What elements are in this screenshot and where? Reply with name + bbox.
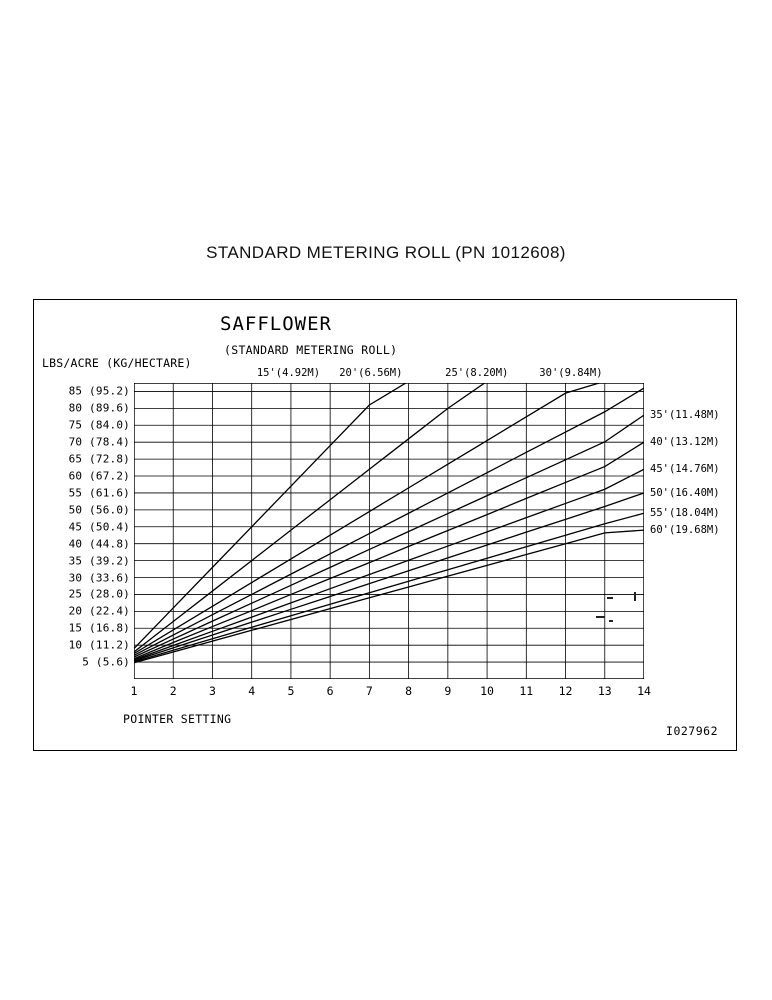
x-tick-label: 12 — [558, 684, 573, 698]
x-tick-label: 6 — [326, 684, 334, 698]
y-tick-label: 5 (5.6) — [82, 655, 130, 669]
x-tick-label: 1 — [130, 684, 138, 698]
curve-lines — [134, 383, 644, 679]
x-tick-label: 9 — [444, 684, 452, 698]
curve-451476M — [134, 469, 644, 659]
y-tick-label: 20 (22.4) — [68, 604, 130, 618]
top-curve-label: 20'(6.56M) — [339, 367, 403, 379]
drawing-number: I027962 — [666, 724, 718, 738]
y-tick-label: 70 (78.4) — [68, 435, 130, 449]
y-tick-label: 30 (33.6) — [68, 571, 130, 584]
x-tick-label: 5 — [287, 684, 295, 698]
y-axis-tick-labels — [42, 383, 132, 679]
x-tick-label: 14 — [637, 684, 651, 698]
y-tick-label: 40 (44.8) — [68, 537, 130, 551]
x-axis-label: POINTER SETTING — [123, 712, 232, 726]
y-tick-label: 85 (95.2) — [68, 384, 130, 398]
right-curve-label: 40'(13.12M) — [650, 436, 720, 449]
right-curve-label: 50'(16.40M) — [650, 486, 720, 499]
speck-mark-3 — [596, 616, 605, 618]
curve-601968M — [134, 530, 644, 663]
curve-20656M — [134, 383, 644, 652]
y-tick-label: 25 (28.0) — [68, 587, 130, 601]
y-axis-label: LBS/ACRE (KG/HECTARE) — [42, 356, 192, 370]
y-tick-label: 60 (67.2) — [68, 469, 130, 483]
y-tick-label: 80 (89.6) — [68, 401, 130, 415]
x-tick-label: 3 — [208, 684, 216, 698]
curve-15492M — [134, 383, 644, 649]
x-tick-label: 10 — [480, 684, 494, 698]
curve-30984M — [134, 388, 644, 655]
x-tick-label: 4 — [248, 684, 256, 698]
right-curve-label: 60'(19.68M) — [650, 524, 720, 537]
curve-501640M — [134, 493, 644, 661]
y-tick-label: 15 (16.8) — [68, 621, 130, 635]
chart-subtitle: (STANDARD METERING ROLL) — [224, 343, 398, 357]
right-curve-label: 35'(11.48M) — [650, 409, 720, 422]
curve-551804M — [134, 513, 644, 662]
curve-351148M — [134, 415, 644, 657]
chart-title: SAFFLOWER — [220, 313, 332, 335]
y-tick-label: 50 (56.0) — [68, 503, 130, 517]
y-tick-label: 75 (84.0) — [68, 418, 130, 432]
y-tick-label: 55 (61.6) — [68, 486, 130, 500]
plot-area — [134, 383, 644, 679]
y-tick-label: 45 (50.4) — [68, 520, 130, 534]
figure-frame — [33, 299, 737, 751]
top-curve-label: 15'(4.92M) — [256, 367, 321, 379]
speck-mark-1 — [607, 597, 613, 599]
top-curve-label: 30'(9.84M) — [539, 367, 603, 379]
x-tick-label: 2 — [169, 684, 177, 698]
y-tick-label: 35 (39.2) — [68, 554, 130, 568]
curve-401312M — [134, 442, 644, 659]
x-tick-label: 13 — [597, 684, 612, 698]
speck-mark-2 — [634, 592, 636, 601]
right-curve-label: 55'(18.04M) — [650, 507, 720, 520]
x-axis-tick-labels — [130, 684, 654, 702]
x-tick-label: 8 — [405, 684, 413, 698]
page-title: STANDARD METERING ROLL (PN 1012608) — [206, 243, 566, 262]
right-curve-label: 45'(14.76M) — [650, 463, 720, 476]
x-tick-label: 7 — [365, 684, 373, 698]
top-curve-label: 25'(8.20M) — [445, 367, 509, 379]
y-tick-label: 65 (72.8) — [68, 452, 130, 466]
speck-mark-4 — [609, 620, 613, 622]
y-tick-label: 10 (11.2) — [68, 638, 130, 652]
x-tick-label: 11 — [519, 684, 534, 698]
